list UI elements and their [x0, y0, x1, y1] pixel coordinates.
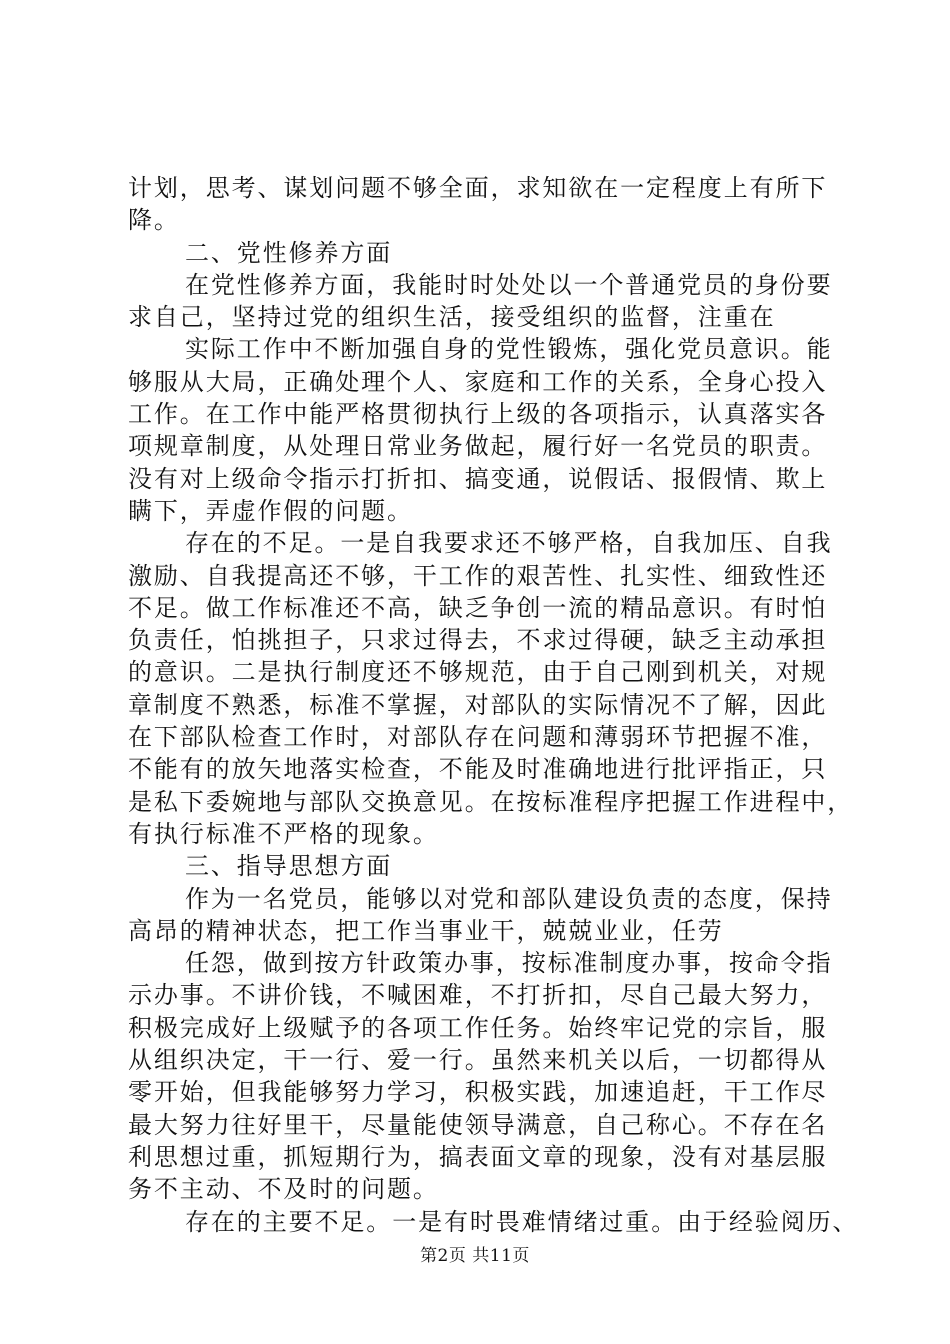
text-line: 求自己，坚持过党的组织生活，接受组织的监督，注重在	[128, 303, 776, 332]
text-line: 积极完成好上级赋予的各项工作任务。始终牢记党的宗旨，服	[128, 1013, 828, 1042]
page-number-footer: 第2页 共11页	[420, 1246, 530, 1266]
text-line: 有执行标准不严格的现象。	[128, 819, 439, 848]
text-line: 够服从大局，正确处理个人、家庭和工作的关系，全身心投入	[128, 367, 828, 396]
text-line: 不能有的放矢地落实检查，不能及时准确地进行批评指正，只	[128, 755, 828, 784]
text-line: 是私下委婉地与部队交换意见。在按标准程序把握工作进程中，	[128, 787, 854, 816]
text-line: 在党性修养方面，我能时时处处以一个普通党员的身份要	[185, 270, 833, 299]
text-line: 实际工作中不断加强自身的党性锻炼，强化党员意识。能	[185, 335, 833, 364]
section-heading: 三、指导思想方面	[185, 852, 393, 881]
text-line: 不足。做工作标准还不高，缺乏争创一流的精品意识。有时怕	[128, 593, 828, 622]
text-line: 利思想过重，抓短期行为，搞表面文章的现象，没有对基层服	[128, 1142, 828, 1171]
text-line: 零开始，但我能够努力学习，积极实践，加速追赶，干工作尽	[128, 1078, 828, 1107]
section-heading: 二、党性修养方面	[185, 238, 393, 267]
text-line: 务不主动、不及时的问题。	[128, 1175, 439, 1204]
text-line: 作为一名党员，能够以对党和部队建设负责的态度，保持	[185, 884, 833, 913]
text-line: 项规章制度，从处理日常业务做起，履行好一名党员的职责。	[128, 432, 828, 461]
text-line: 激励、自我提高还不够，干工作的艰苦性、扎实性、细致性还	[128, 561, 828, 590]
text-line: 存在的主要不足。一是有时畏难情绪过重。由于经验阅历、	[185, 1207, 859, 1236]
text-line: 从组织决定，干一行、爱一行。虽然来机关以后，一切都得从	[128, 1046, 828, 1075]
text-line: 负责任，怕挑担子，只求过得去，不求过得硬，缺乏主动承担	[128, 626, 828, 655]
text-line: 的意识。二是执行制度还不够规范，由于自己刚到机关，对规	[128, 658, 828, 687]
text-line: 降。	[128, 206, 180, 235]
text-line: 在下部队检查工作时，对部队存在问题和薄弱环节把握不准，	[128, 723, 828, 752]
text-line: 没有对上级命令指示打折扣、搞变通，说假话、报假情、欺上	[128, 464, 828, 493]
text-line: 示办事。不讲价钱，不喊困难，不打折扣，尽自己最大努力，	[128, 981, 828, 1010]
text-line: 瞒下，弄虚作假的问题。	[128, 496, 413, 525]
text-line: 最大努力往好里干，尽量能使领导满意，自己称心。不存在名	[128, 1110, 828, 1139]
body-text	[128, 172, 858, 1238]
text-line: 任怨，做到按方针政策办事，按标准制度办事，按命令指	[185, 949, 833, 978]
text-line: 存在的不足。一是自我要求还不够严格，自我加压、自我	[185, 529, 833, 558]
text-line: 工作。在工作中能严格贯彻执行上级的各项指示，认真落实各	[128, 400, 828, 429]
text-line: 计划，思考、谋划问题不够全面，求知欲在一定程度上有所下	[128, 174, 828, 202]
text-line: 高昂的精神状态，把工作当事业干，兢兢业业，任劳	[128, 916, 724, 945]
text-line: 章制度不熟悉，标准不掌握，对部队的实际情况不了解，因此	[128, 690, 828, 719]
